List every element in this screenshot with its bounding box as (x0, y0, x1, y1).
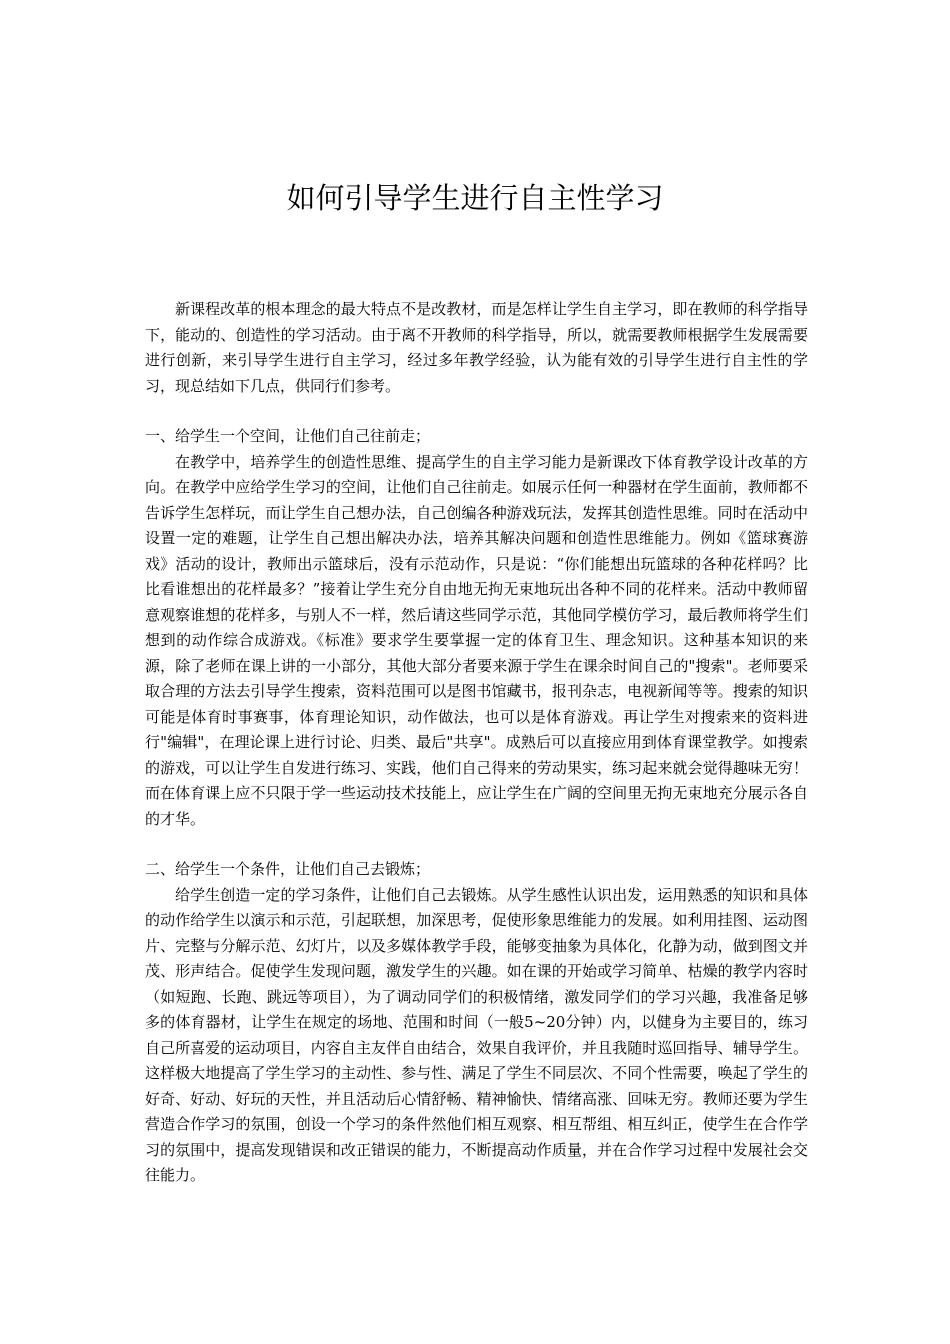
document-body (145, 297, 808, 1189)
paragraph-gap (145, 399, 808, 424)
section-1-paragraph: 在教学中，培养学生的创造性思维、提高学生的自主学习能力是新课改下体育教学设计改革的方向。在教学中应给学生学习的空间，让他们自己往前走。如展示任何一种器材在学生面前，教师都不告诉学生怎样玩，而让学生自己想办法，自己创编各种游戏玩法，发挥其创造性思维。同时在活动中设置一定的难题，让学生自己想出解决办法，培养其解决问题和创造性思维能力。例如《篮球赛游戏》活动的设计，教师出示篮球后，没有示范动作，只是说：“你们能想出玩篮球的各种花样吗？比比看谁想出的花样最多？”接着让学生充分自由地无拘无束地玩出各种不同的花样来。活动中教师留意观察谁想的花样多，与别人不一样，然后请这些同学示范，其他同学模仿学习，最后教师将学生们想到的动作综合成游戏。《标准》要求学生要掌握一定的体育卫生、理念知识。这种基本知识的来源，除了老师在课上讲的一小部分，其他大部分者要来源于学生在课余时间自己的"搜索"。老师要采取合理的方法去引导学生搜索，资料范围可以是图书馆藏书，报刊杂志，电视新闻等等。搜索的知识可能是体育时事赛事，体育理论知识，动作做法，也可以是体育游戏。再让学生对搜索来的资料进行"编辑"，在理论课上进行讨论、归类、最后"共享"。成熟后可以直接应用到体育课堂教学。如搜索的游戏，可以让学生自发进行练习、实践，他们自己得来的劳动果实，练习起来就会觉得趣味无穷！而在体育课上应不只限于学一些运动技术技能上，应让学生在广阔的空间里无拘无束地充分展示各自的才华。 (145, 452, 808, 828)
section-2-heading: 二、给学生一个条件，让他们自己去锻炼； (145, 860, 431, 878)
section-1-heading: 一、给学生一个空间，让他们自己往前走； (145, 427, 431, 445)
document-title: 如何引导学生进行自主性学习 (286, 181, 664, 215)
paragraph-gap (145, 832, 808, 857)
section-2-paragraph: 给学生创造一定的学习条件，让他们自己去锻炼。从学生感性认识出发，运用熟悉的知识和具体的动作给学生以演示和示范，引起联想，加深思考，促使形象思维能力的发展。如利用挂图、运动图片、完整与分解示范、幻灯片，以及多媒体教学手段，能够变抽象为具体化，化静为动，做到图文并茂、形声结合。促使学生发现问题，激发学生的兴趣。如在课的开始或学习简单、枯燥的教学内容时（如短跑、长跑、跳远等项目），为了调动同学们的积极情绪，激发同学们的学习兴趣，我准备足够多的体育器材，让学生在规定的场地、范围和时间（一般5~20分钟）内，以健身为主要目的，练习自己所喜爱的运动项目，内容自主友伴自由结合，效果自我评价，并且我随时巡回指导、辅导学生。这样极大地提高了学生学习的主动性、参与性、满足了学生不同层次、不同个性需要，唤起了学生的好奇、好动、好玩的天性，并且活动后心情舒畅、精神愉快、情绪高涨、回味无穷。教师还要为学生营造合作学习的氛围，创设一个学习的条件然他们相互观察、相互帮组、相互纠正，使学生在合作学习的氛围中，提高发现错误和改正错误的能力，不断提高动作质量，并在合作学习过程中发展社会交往能力。 (145, 885, 808, 1184)
intro-paragraph: 新课程改革的根本理念的最大特点不是改教材，而是怎样让学生自主学习，即在教师的科学指导下，能动的、创造性的学习活动。由于离不开教师的科学指导，所以，就需要教师根据学生发展需要进行创新，来引导学生进行自主学习，经过多年教学经验，认为能有效的引导学生进行自主性的学习，现总结如下几点，供同行们参考。 (145, 300, 808, 395)
